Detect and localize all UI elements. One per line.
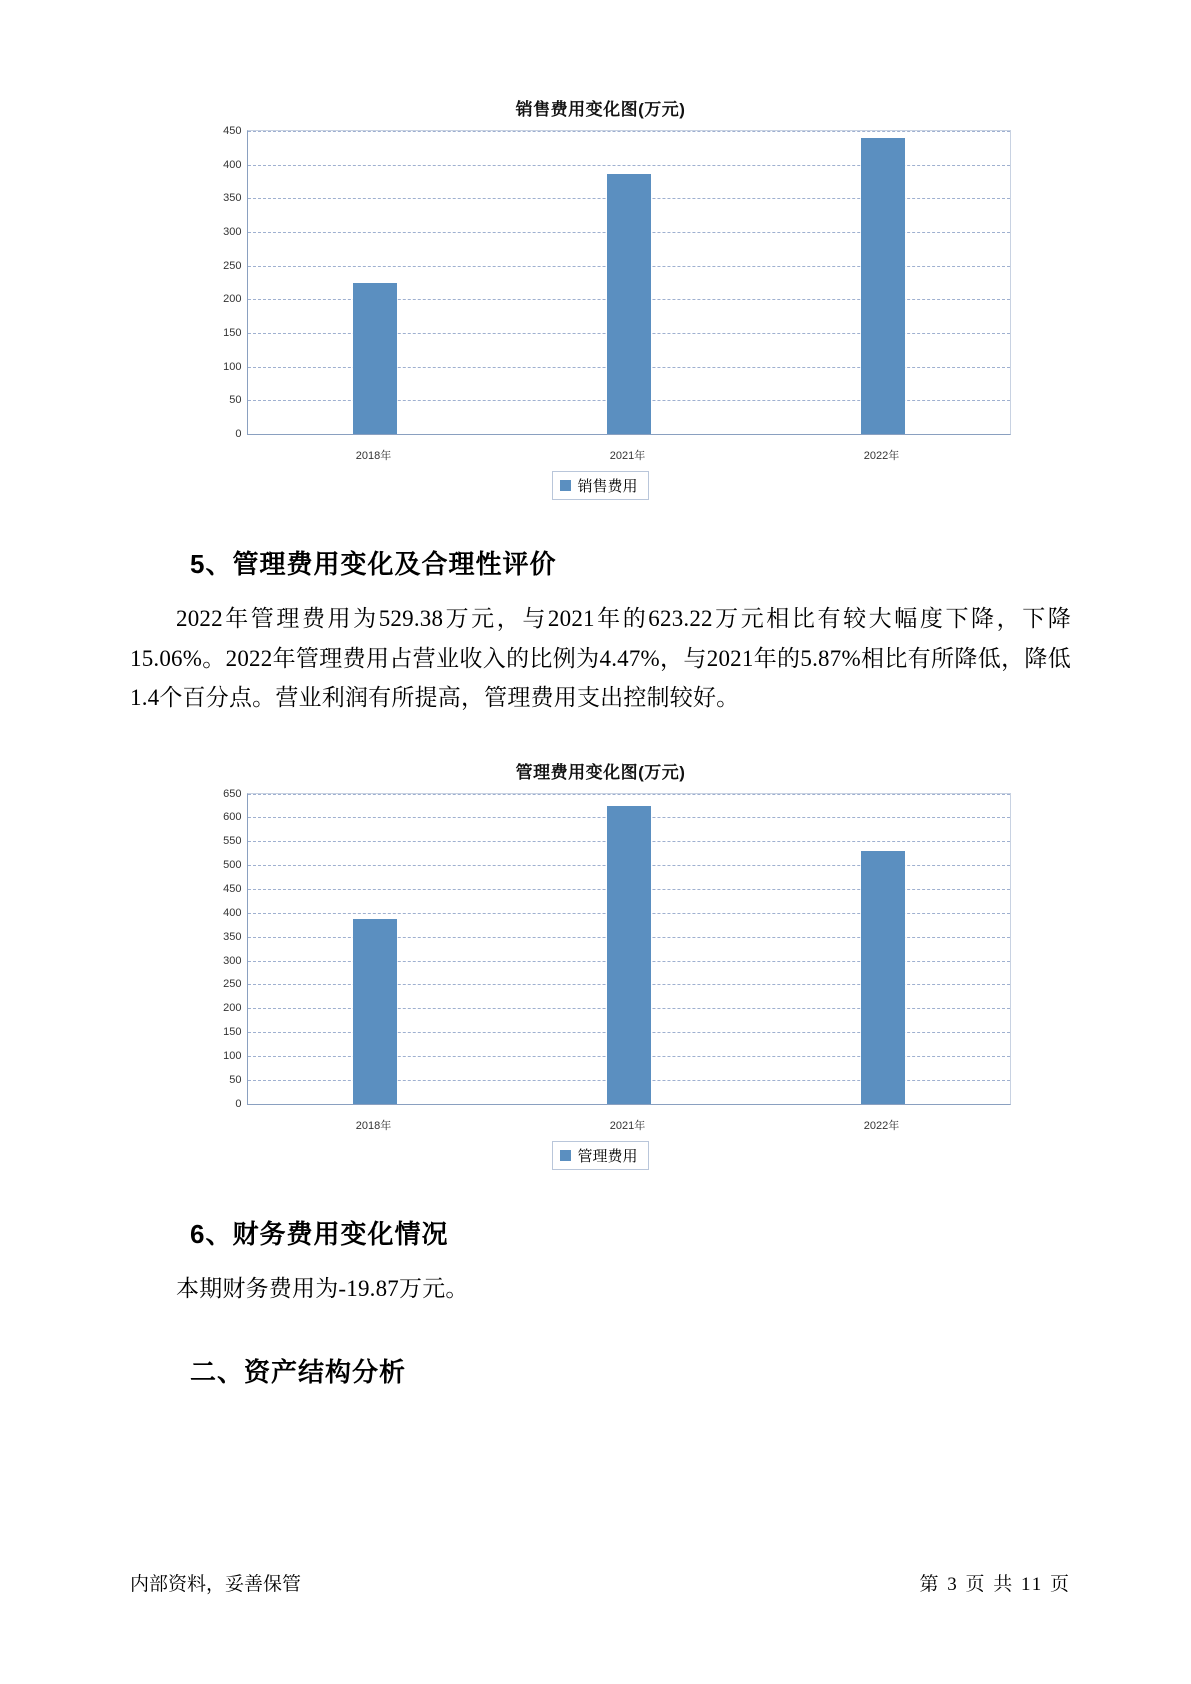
- chart-y-tick-label: 350: [223, 930, 242, 943]
- legend-swatch-icon: [560, 480, 571, 491]
- chart-y-tick-label: 250: [223, 259, 242, 272]
- legend-label: 管理费用: [577, 1148, 638, 1165]
- page-footer: [130, 1569, 1071, 1596]
- chart-plot-area: [191, 787, 1011, 1139]
- chart-y-tick-label: 650: [223, 787, 242, 800]
- chart-bar: [353, 283, 397, 435]
- chart-y-tick-label: 100: [223, 360, 242, 373]
- chart-plot-area: [191, 125, 1011, 469]
- chart-admin-expense: [191, 758, 1011, 1170]
- chart-y-tick-label: 150: [223, 327, 242, 339]
- section-heading-6: 6、财务费用变化情况: [190, 1218, 449, 1249]
- chart-bar: [861, 138, 905, 434]
- chart-y-tick-label: 200: [223, 293, 242, 306]
- chart-y-tick-label: 150: [223, 1026, 242, 1039]
- footer-note: 内部资料，妥善保管: [130, 1574, 302, 1595]
- chart-gridline: [248, 794, 1010, 795]
- chart-y-tick-label: 50: [229, 394, 242, 407]
- section-paragraph-6: 本期财务费用为-19.87万元。: [176, 1275, 469, 1301]
- chart-x-tick-label: 2021年: [609, 450, 646, 462]
- chart-title: 管理费用变化图(万元): [515, 762, 686, 782]
- chart-y-tick-label: 600: [223, 811, 242, 824]
- page-number: 第 3 页 共 11 页: [919, 1574, 1071, 1595]
- chart-y-tick-label: 400: [223, 158, 242, 171]
- chart-x-tick-label: 2021年: [609, 1119, 646, 1132]
- chart-y-tick-label: 300: [223, 226, 242, 238]
- section-heading-5: 5、管理费用变化及合理性评价: [190, 549, 557, 579]
- chart-y-tick-label: 450: [223, 883, 242, 896]
- chart-bar: [861, 851, 905, 1103]
- chart-y-tick-label: 100: [223, 1049, 242, 1062]
- chart-y-tick-label: 550: [223, 835, 242, 848]
- chart-sales-expense: [191, 95, 1011, 500]
- chart-y-tick-label: 500: [223, 859, 242, 872]
- chart-plot: [223, 125, 1011, 440]
- chart-x-tick-label: 2018年: [355, 1119, 392, 1132]
- chart-y-tick-label: 450: [223, 125, 242, 137]
- section-paragraph-5: 2022年管理费用为529.38万元，与2021年的623.22万元相比有较大幅度下降，下降15.06%。2022年管理费用占营业收入的比例为4.47%，与2021年的5.87%相比有所降低，降低1.4个百分点。营业利润有所提高，管理费用支出控制较好。: [130, 606, 1071, 711]
- chart-legend: [191, 1139, 1011, 1170]
- chart-y-tick-label: 0: [235, 428, 242, 440]
- chart-x-axis: [247, 435, 1011, 469]
- chart-gridline: [248, 131, 1010, 132]
- chart-plot: [223, 787, 1011, 1110]
- section-heading-asset-structure: 二、资产结构分析: [190, 1357, 407, 1388]
- chart-bar: [353, 919, 397, 1104]
- chart-bar: [607, 806, 651, 1103]
- chart-y-tick-label: 200: [223, 1002, 242, 1015]
- chart-y-tick-label: 400: [223, 906, 242, 919]
- chart-x-axis: [247, 1105, 1011, 1139]
- chart-y-tick-label: 0: [235, 1097, 242, 1110]
- legend-swatch-icon: [560, 1150, 571, 1161]
- chart-x-tick-label: 2022年: [863, 450, 900, 462]
- chart-bar: [607, 174, 651, 434]
- chart-y-tick-label: 300: [223, 954, 242, 967]
- chart-x-tick-label: 2022年: [863, 1119, 900, 1132]
- chart-title: 销售费用变化图(万元): [515, 100, 686, 119]
- chart-y-tick-label: 50: [229, 1073, 242, 1086]
- chart-y-tick-label: 250: [223, 978, 242, 991]
- legend-label: 销售费用: [577, 479, 638, 495]
- chart-y-tick-label: 350: [223, 192, 242, 205]
- chart-legend: [191, 469, 1011, 500]
- chart-x-tick-label: 2018年: [355, 450, 392, 462]
